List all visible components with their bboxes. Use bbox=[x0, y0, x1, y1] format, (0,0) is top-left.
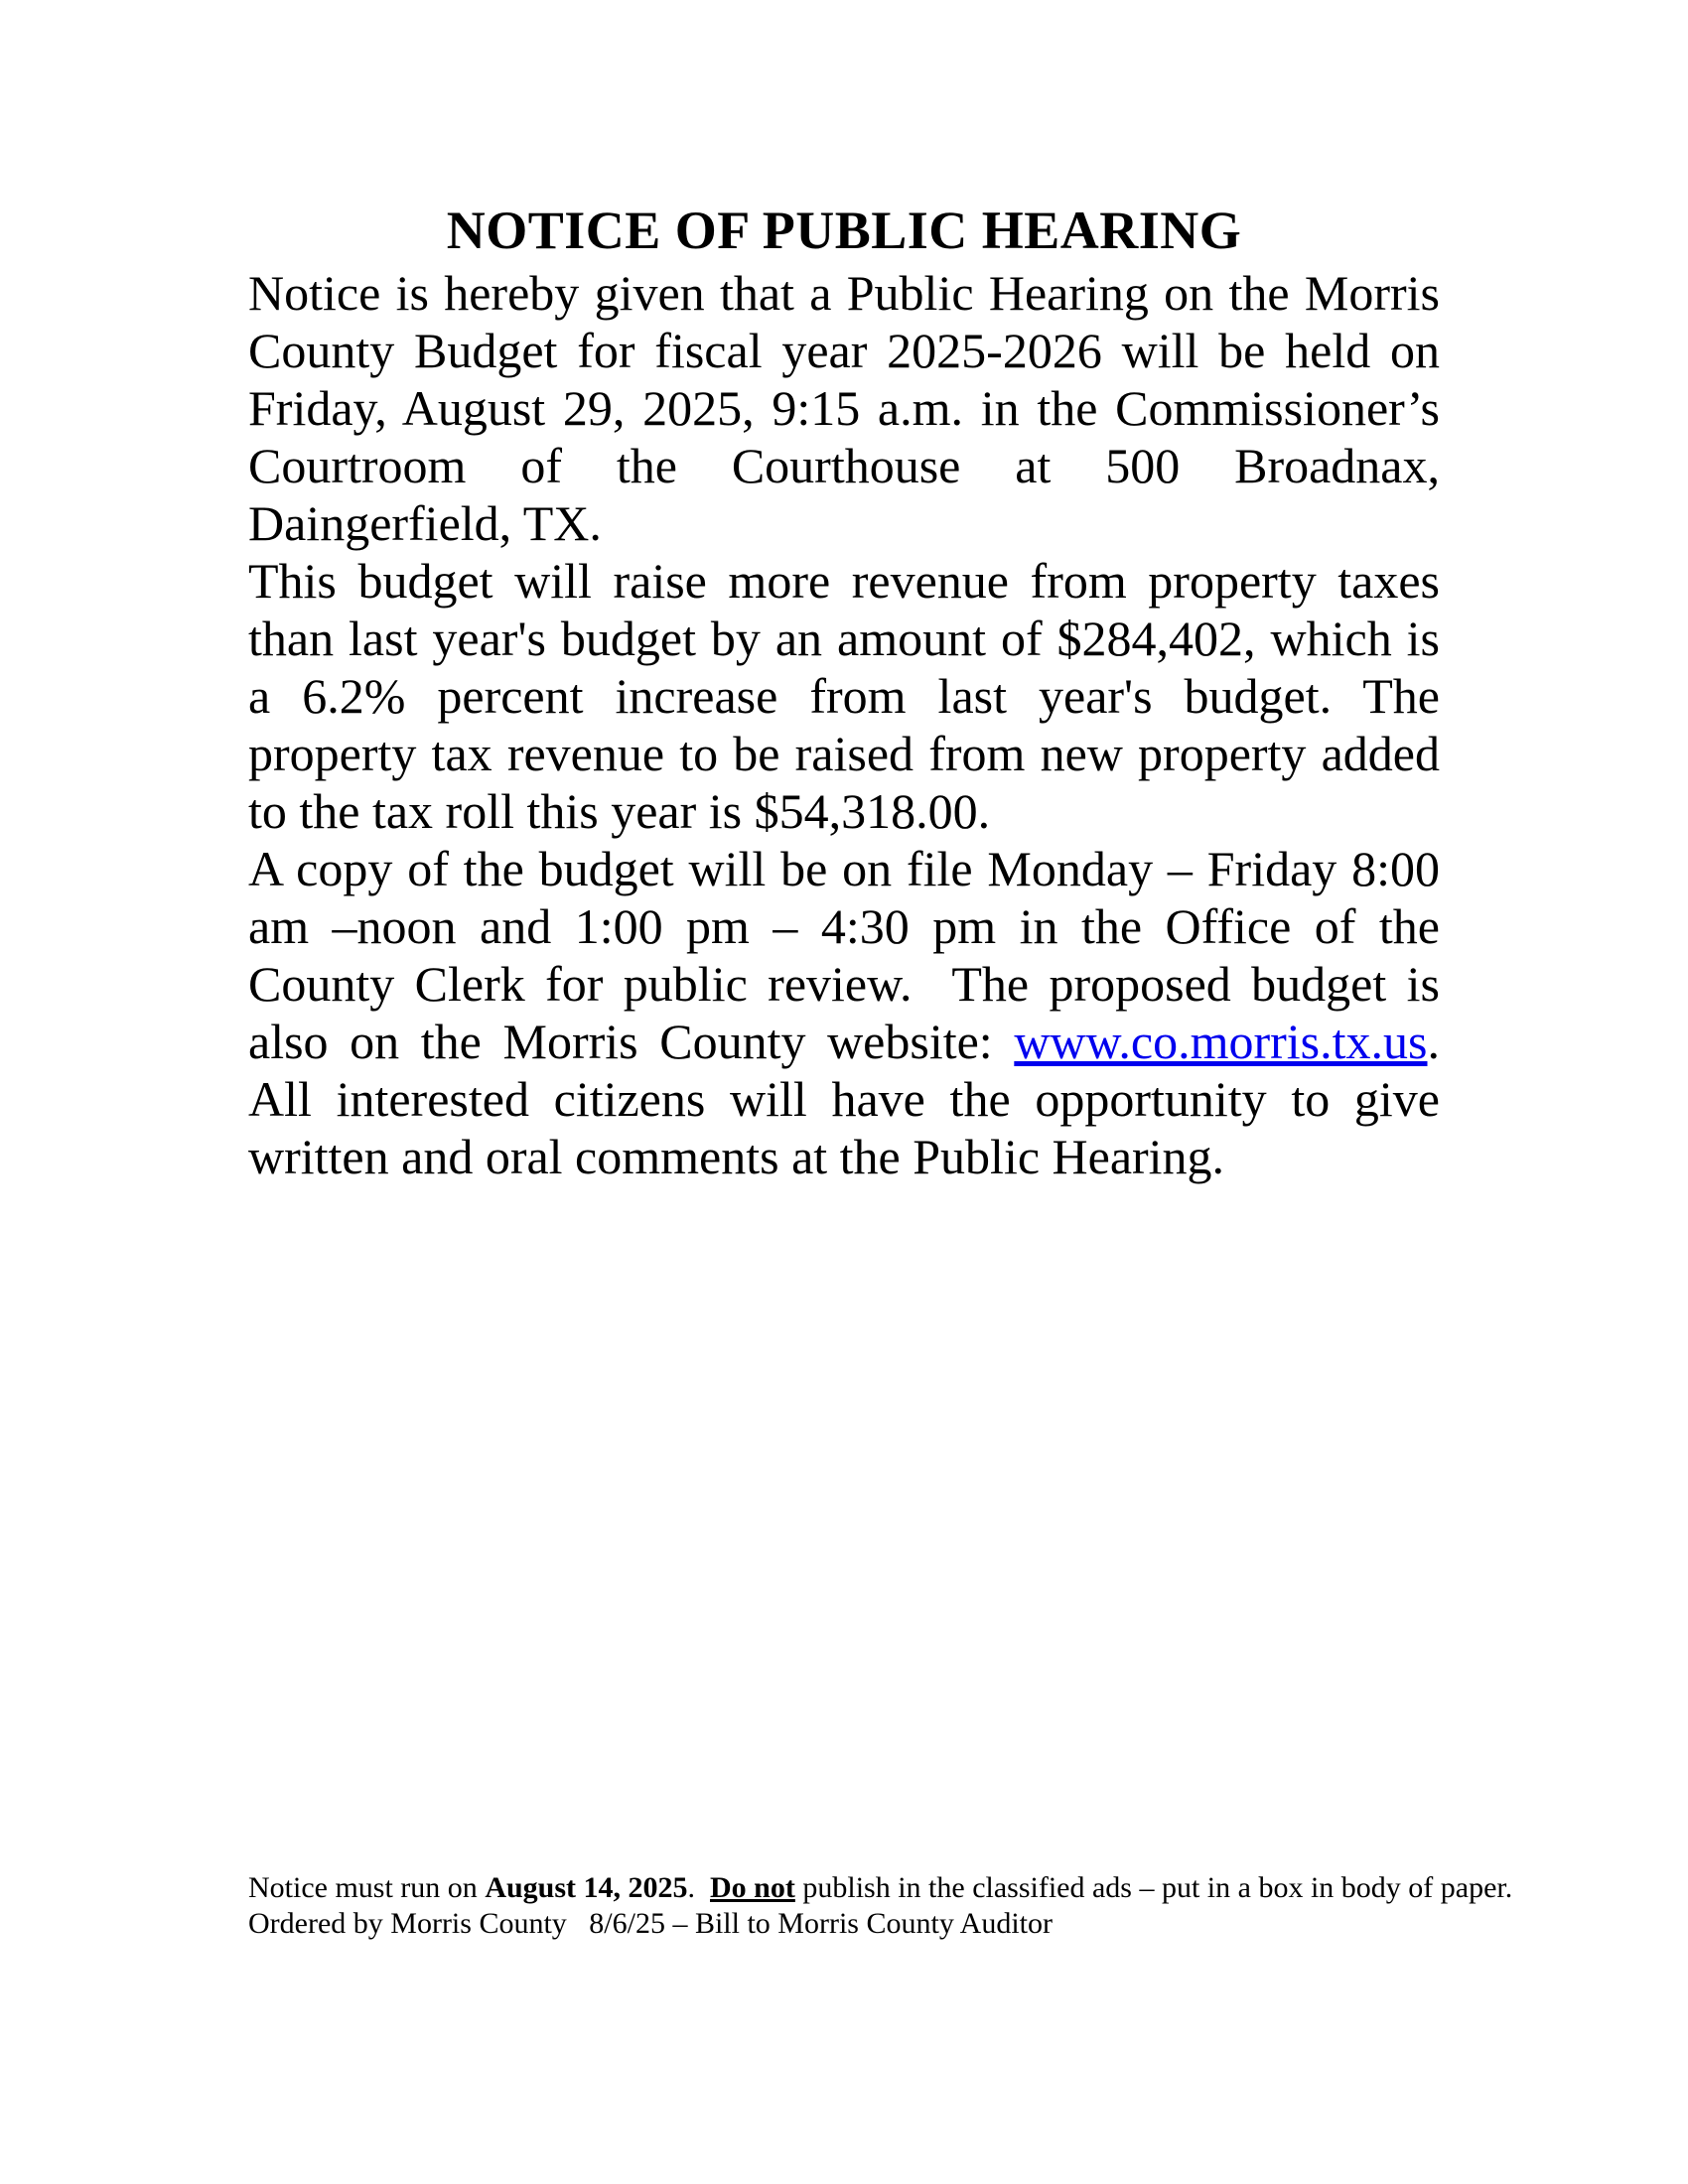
footer-run-date-lead-text: Notice must run on bbox=[248, 1871, 486, 1904]
notice-footer bbox=[248, 1870, 1539, 1942]
footer-do-not-emphasis: Do not bbox=[710, 1871, 795, 1904]
county-website-link[interactable]: www.co.morris.tx.us bbox=[1014, 1014, 1428, 1069]
paragraph-budget-availability-text-before-link: A copy of the budget will be on file Monday – Friday 8:00 am –noon and 1:00 pm – 4:30 pm in the Office of the County Clerk for public review. The proposed budget is also on the Morris County website: bbox=[248, 841, 1440, 1069]
paragraph-budget-availability-text-after-link: . All interested citizens will have the opportunity to give written and oral comments at the Public Hearing. bbox=[248, 1014, 1440, 1184]
footer-mid-text: . bbox=[687, 1871, 711, 1904]
paragraph-budget-availability bbox=[248, 840, 1440, 1185]
footer-publish-instruction-text: publish in the classified ads – put in a box in body of paper. bbox=[794, 1871, 1513, 1904]
paragraph-budget-revenue: This budget will raise more revenue from property taxes than last year's budget by an amount of $284,402, which is a 6.2% percent increase from last year's budget. The property tax revenue to be raised from new property added to the tax roll this year is $54,318.00. bbox=[248, 553, 1440, 839]
notice-title: NOTICE OF PUBLIC HEARING bbox=[446, 201, 1242, 260]
footer-ordered-by: Ordered by Morris County 8/6/25 – Bill to Morris County Auditor bbox=[248, 1907, 1053, 1940]
footer-publication-instructions bbox=[248, 1870, 1539, 1906]
notice-body bbox=[248, 264, 1440, 1185]
paragraph-hearing-announcement: Notice is hereby given that a Public Hearing on the Morris County Budget for fiscal year 2025-2026 will be held on Friday, August 29, 2025, 9:15 a.m. in the Commissioner’s Courtroom of the Courthouse at 500 Broadnax, Daingerfield, TX. bbox=[248, 265, 1440, 551]
footer-run-date: August 14, 2025 bbox=[485, 1871, 688, 1904]
